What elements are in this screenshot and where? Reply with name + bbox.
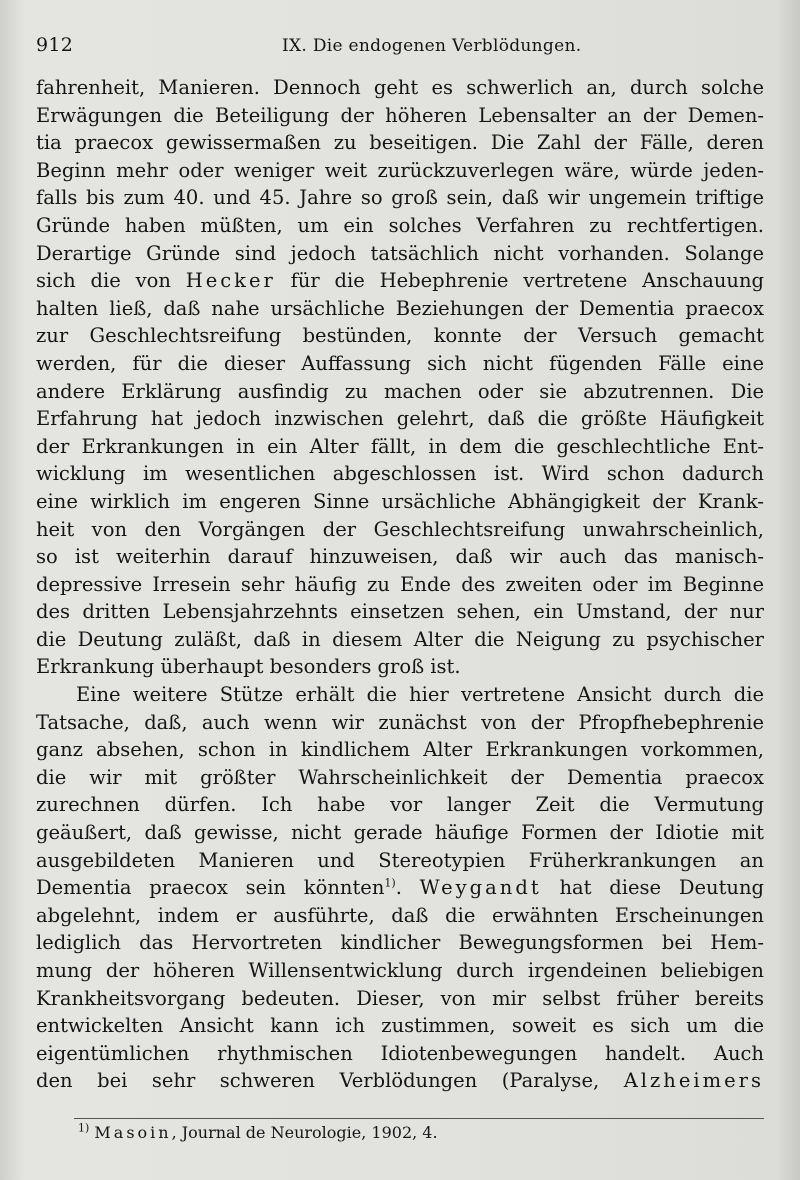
text-line: die wir mit größter Wahrscheinlichkeit der Dementia praecox bbox=[36, 765, 764, 789]
page-number: 912 bbox=[36, 34, 74, 56]
text-line: Tatsache, daß, auch wenn wir zunächst von der Pfropfhebephrenie bbox=[36, 710, 764, 734]
text-line: Eine weitere Stütze erhält die hier vertretene Ansicht durch die bbox=[76, 683, 764, 707]
text-line bbox=[36, 267, 764, 295]
footnote-author: Masoin bbox=[94, 1123, 172, 1142]
text-line: fahrenheit, Manieren. Dennoch geht es schwerlich an, durch solche bbox=[36, 76, 764, 99]
text-line: tia praecox gewissermaßen zu beseitigen. Die Zahl der Fälle, deren bbox=[36, 131, 764, 155]
text-line: zurechnen dürfen. Ich habe vor langer Zeit die Vermutung bbox=[36, 793, 764, 817]
footnote-ref: 1) bbox=[384, 876, 396, 890]
text-line: Krankheitsvorgang bedeuten. Dieser, von mir selbst früher bereits bbox=[36, 986, 764, 1010]
text-line: zur Geschlechtsreifung bestünden, konnte der Versuch gemacht bbox=[36, 324, 764, 348]
body-text bbox=[36, 74, 764, 1095]
text-line: entwickelten Ansicht kann ich zustimmen, soweit es sich um die bbox=[36, 1014, 764, 1038]
text-line bbox=[36, 1067, 764, 1095]
text-line: ausgebildeten Manieren und Stereotypien Früherkrankungen an bbox=[36, 848, 764, 872]
text-line: Gründe haben müßten, um ein solches Verfahren zu rechtfertigen. bbox=[36, 213, 764, 237]
text-line bbox=[36, 874, 764, 902]
text-segment: für die Hebephrenie vertretene Anschauung bbox=[275, 269, 764, 293]
text-segment: Dementia praecox sein könnten bbox=[36, 876, 385, 900]
text-line: heit von den Vorgängen der Geschlechtsreifung unwahrscheinlich, bbox=[36, 517, 764, 541]
text-line: Erwägungen die Beteiligung der höheren Lebensalter an der Demen- bbox=[36, 103, 764, 127]
text-line: geäußert, daß gewisse, nicht gerade häufige Formen der Idiotie mit bbox=[36, 821, 764, 845]
text-line: Erkrankung überhaupt besonders groß ist. bbox=[36, 655, 461, 679]
text-line: depressive Irresein sehr häufig zu Ende des zweiten oder im Beginne bbox=[36, 572, 764, 596]
text-line: mung der höheren Willensentwicklung durch irgendeinen beliebigen bbox=[36, 959, 764, 982]
text-line: des dritten Lebensjahrzehnts einsetzen sehen, ein Umstand, der nur bbox=[36, 600, 764, 624]
text-segment: sich die von bbox=[36, 269, 186, 293]
footnote-rule bbox=[74, 1118, 764, 1119]
text-line: lediglich das Hervortreten kindlicher Bewegungsformen bei Hem- bbox=[36, 931, 764, 955]
text-line: Derartige Gründe sind jedoch tatsächlich nicht vorhanden. Solange bbox=[36, 241, 764, 265]
page-header bbox=[36, 30, 736, 60]
text-line: abgelehnt, indem er ausführte, daß die erwähnten Erscheinungen bbox=[36, 903, 764, 927]
text-line: eigentümlichen rhythmischen Idiotenbewegungen handelt. Auch bbox=[36, 1041, 764, 1065]
text-segment: . bbox=[395, 876, 420, 900]
text-segment: Weygandt bbox=[419, 876, 542, 900]
text-line: der Erkrankungen in ein Alter fällt, in dem die geschlechtliche Ent- bbox=[36, 434, 764, 458]
text-line: halten ließ, daß nahe ursächliche Beziehungen der Dementia praecox bbox=[36, 296, 764, 320]
text-line: wicklung im wesentlichen abgeschlossen ist. Wird schon dadurch bbox=[36, 462, 764, 486]
footnote-marker: 1) bbox=[78, 1121, 90, 1135]
text-segment: hat diese Deutung bbox=[541, 876, 764, 900]
footnote-text: , Journal de Neurologie, 1902, 4. bbox=[171, 1123, 438, 1142]
footnote bbox=[78, 1122, 778, 1144]
text-line: die Deutung zuläßt, daß in diesem Alter die Neigung zu psychischer bbox=[36, 627, 764, 651]
text-line: andere Erklärung ausfindig zu machen oder sie abzutrennen. Die bbox=[36, 379, 764, 403]
text-line: ganz absehen, schon in kindlichem Alter Erkrankungen vorkommen, bbox=[36, 738, 764, 762]
text-segment: den bei sehr schweren Verblödungen (Paralyse, bbox=[36, 1069, 624, 1093]
text-line: so ist weiterhin darauf hinzuweisen, daß wir auch das manisch- bbox=[36, 545, 764, 569]
text-segment: Alzheimers bbox=[623, 1069, 764, 1093]
text-line: Beginn mehr oder weniger weit zurückzuverlegen wäre, würde jeden- bbox=[36, 158, 764, 182]
text-line: eine wirklich im engeren Sinne ursächliche Abhängigkeit der Krank- bbox=[36, 489, 764, 513]
text-line: werden, für die dieser Auffassung sich nicht fügenden Fälle eine bbox=[36, 351, 764, 375]
running-title: IX. Die endogenen Verblödungen. bbox=[282, 36, 582, 56]
text-line: Erfahrung hat jedoch inzwischen gelehrt, daß die größte Häufigkeit bbox=[36, 407, 764, 431]
text-segment: Hecker bbox=[185, 269, 276, 293]
text-line: falls bis zum 40. und 45. Jahre so groß sein, daß wir ungemein triftige bbox=[36, 186, 764, 210]
